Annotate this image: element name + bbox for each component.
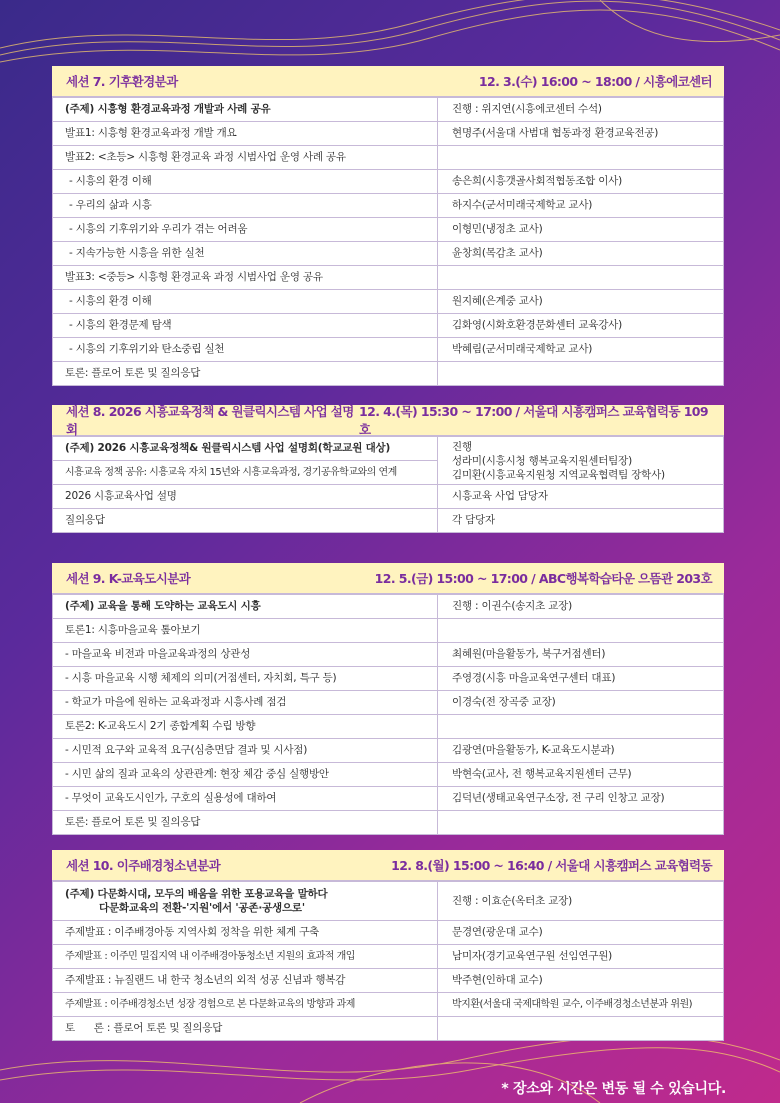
program-cell: - 마을교육 비전과 마을교육과정의 상관성 <box>53 643 438 667</box>
table-row <box>53 146 724 170</box>
session-time-place: 12. 5.(금) 15:00 ~ 17:00 / ABC행복학습타운 으뜸관 203호 <box>374 571 712 586</box>
table-row <box>53 509 724 533</box>
table-row <box>53 242 724 266</box>
session-7-table <box>52 66 724 386</box>
table-row <box>53 218 724 242</box>
topic-cell: (주제) 교육을 통해 도약하는 교육도시 시흥 <box>53 595 438 619</box>
presenter-cell <box>438 811 724 835</box>
presenter-cell <box>438 1017 724 1041</box>
table-row <box>53 338 724 362</box>
session-8-table <box>52 405 724 533</box>
presenter-cell: 시흥교육 사업 담당자 <box>438 485 724 509</box>
program-cell: - 시흥 마을교육 시행 체제의 의미(거점센터, 자치회, 특구 등) <box>53 667 438 691</box>
program-cell: 토 론 : 플로어 토론 및 질의응답 <box>53 1017 438 1041</box>
presenter-name: 김미환(시흥교육지원청 지역교육협력팀 장학사) <box>452 468 665 481</box>
session-10-table <box>52 850 724 1041</box>
table-row <box>53 98 724 122</box>
table-row <box>53 691 724 715</box>
program-cell: 발표3: <중등> 시흥형 환경교육 과정 시범사업 운영 공유 <box>53 266 438 290</box>
presenter-cell: 김덕년(생태교육연구소장, 전 구리 인창고 교장) <box>438 787 724 811</box>
program-cell: - 시민적 요구와 교육적 요구(심층면담 결과 및 시사점) <box>53 739 438 763</box>
presenter-cell: 박현숙(교사, 전 행복교육지원센터 근무) <box>438 763 724 787</box>
session-time-place: 12. 4.(목) 15:30 ~ 17:00 / 서울대 시흥캠퍼스 교육협력동 109호 <box>359 404 708 437</box>
program-cell: 시흥교육 정책 공유: 시흥교육 자치 15년와 시흥교육과정, 경기공유학교와의 연계 <box>53 461 438 485</box>
topic-line: (주제) 다문화시대, 모두의 배움을 위한 포용교육을 말하다 <box>65 888 328 900</box>
presenter-cell: 박지환(서울대 국제대학원 교수, 이주배경청소년분과 위원) <box>438 993 724 1017</box>
schedule-table <box>52 436 724 533</box>
presenter-cell: 이형민(냉정초 교사) <box>438 218 724 242</box>
session-8-header <box>52 405 724 436</box>
table-row <box>53 993 724 1017</box>
program-cell: - 시흥의 환경 이해 <box>53 290 438 314</box>
presenter-cell: 박혜림(군서미래국제학교 교사) <box>438 338 724 362</box>
program-cell: 토론: 플로어 토론 및 질의응답 <box>53 811 438 835</box>
session-title: 세션 8. 2026 시흥교육정책 & 원클릭시스템 사업 설명회 <box>66 404 354 437</box>
program-cell: - 시흥의 환경문제 탐색 <box>53 314 438 338</box>
table-row <box>53 619 724 643</box>
session-title: 세션 7. 기후환경분과 <box>66 74 178 89</box>
program-cell: 2026 시흥교육사업 설명 <box>53 485 438 509</box>
program-cell: 주제발표 : 이주민 밀집지역 내 이주배경아동청소년 지원의 효과적 개입 <box>53 945 438 969</box>
table-row <box>53 811 724 835</box>
program-cell: 토론1: 시흥마을교육 톺아보기 <box>53 619 438 643</box>
table-row <box>53 739 724 763</box>
session-time-place: 12. 3.(수) 16:00 ~ 18:00 / 시흥에코센터 <box>478 74 712 89</box>
program-cell: - 시흥의 기후위기와 탄소중립 실천 <box>53 338 438 362</box>
session-9-header <box>52 563 724 594</box>
table-row <box>53 715 724 739</box>
session-title: 세션 9. K-교육도시분과 <box>66 571 191 586</box>
presenter-cell <box>438 715 724 739</box>
table-row <box>53 170 724 194</box>
presenter-cell: 원지혜(은계중 교사) <box>438 290 724 314</box>
table-row <box>53 194 724 218</box>
presenter-cell: 김화영(시화호환경문화센터 교육강사) <box>438 314 724 338</box>
table-row <box>53 667 724 691</box>
table-row <box>53 945 724 969</box>
program-cell: 주제발표 : 뉴질랜드 내 한국 청소년의 외적 성공 신념과 행복감 <box>53 969 438 993</box>
program-cell: - 학교가 마을에 원하는 교육과정과 시흥사례 점검 <box>53 691 438 715</box>
program-cell: - 무엇이 교육도시인가, 구호의 실용성에 대하여 <box>53 787 438 811</box>
table-row <box>53 595 724 619</box>
table-row <box>53 362 724 386</box>
table-row <box>53 437 724 461</box>
program-cell: 발표2: <초등> 시흥형 환경교육 과정 시범사업 운영 사례 공유 <box>53 146 438 170</box>
program-cell: - 시흥의 기후위기와 우리가 겪는 어려움 <box>53 218 438 242</box>
presenter-cell: 하지수(군서미래국제학교 교사) <box>438 194 724 218</box>
schedule-table <box>52 881 724 1041</box>
table-row <box>53 882 724 921</box>
presenter-cell: 각 담당자 <box>438 509 724 533</box>
program-cell: 주제발표 : 이주배경아동 지역사회 정착을 위한 체계 구축 <box>53 921 438 945</box>
table-row <box>53 1017 724 1041</box>
table-row <box>53 763 724 787</box>
table-row <box>53 266 724 290</box>
program-cell: 토론2: K-교육도시 2기 종합계획 수립 방향 <box>53 715 438 739</box>
topic-cell: (주제) 2026 시흥교육정책& 원클릭시스템 사업 설명회(학교교원 대상) <box>53 437 438 461</box>
table-row <box>53 643 724 667</box>
topic-cell: (주제) 시흥형 환경교육과정 개발과 사례 공유 <box>53 98 438 122</box>
presenter-cell: 윤창희(목감초 교사) <box>438 242 724 266</box>
presenter-cell: 김광연(마을활동가, K-교육도시분과) <box>438 739 724 763</box>
session-time-place: 12. 8.(월) 15:00 ~ 16:40 / 서울대 시흥캠퍼스 교육협력동 <box>391 858 712 873</box>
presenter-cell: 최혜원(마을활동가, 북구거점센터) <box>438 643 724 667</box>
presenter-name: 성라미(시흥시청 행복교육지원센터팀장) <box>452 454 632 467</box>
presenter-cell <box>438 362 724 386</box>
table-row <box>53 122 724 146</box>
session-9-table <box>52 563 724 835</box>
schedule-table <box>52 97 724 386</box>
session-10-header <box>52 850 724 881</box>
moderator-cell <box>438 437 724 485</box>
table-row <box>53 921 724 945</box>
presenter-cell: 주영경(시흥 마을교육연구센터 대표) <box>438 667 724 691</box>
presenter-cell <box>438 146 724 170</box>
presenter-cell: 현명주(서울대 사범대 협동과정 환경교육전공) <box>438 122 724 146</box>
presenter-cell: 박주현(인하대 교수) <box>438 969 724 993</box>
program-cell: - 시민 삶의 질과 교육의 상관관계: 현장 체감 중심 실행방안 <box>53 763 438 787</box>
program-cell: 토론: 플로어 토론 및 질의응답 <box>53 362 438 386</box>
moderator-cell: 진행 : 이권수(송지초 교장) <box>438 595 724 619</box>
table-row <box>53 787 724 811</box>
session-7-header <box>52 66 724 97</box>
program-cell: - 우리의 삶과 시흥 <box>53 194 438 218</box>
table-row <box>53 290 724 314</box>
table-row <box>53 969 724 993</box>
table-row <box>53 314 724 338</box>
program-cell: 발표1: 시흥형 환경교육과정 개발 개요 <box>53 122 438 146</box>
moderator-label: 진행 <box>452 440 472 453</box>
presenter-cell <box>438 619 724 643</box>
topic-line: 다문화교육의 전환-'지원'에서 '공존·공생으로' <box>99 902 305 914</box>
presenter-cell: 남미자(경기교육연구원 선임연구원) <box>438 945 724 969</box>
presenter-cell: 이경숙(전 장곡중 교장) <box>438 691 724 715</box>
table-row <box>53 485 724 509</box>
schedule-table <box>52 594 724 835</box>
presenter-cell: 송은희(시흥갯골사회적협동조합 이사) <box>438 170 724 194</box>
program-cell: 주제발표 : 이주배경청소년 성장 경험으로 본 다문화교육의 방향과 과제 <box>53 993 438 1017</box>
presenter-cell <box>438 266 724 290</box>
footnote: * 장소와 시간은 변동 될 수 있습니다. <box>501 1081 726 1097</box>
topic-cell <box>53 882 438 921</box>
presenter-cell: 문경연(광운대 교수) <box>438 921 724 945</box>
program-cell: - 시흥의 환경 이해 <box>53 170 438 194</box>
moderator-cell: 진행 : 위지연(시흥에코센터 수석) <box>438 98 724 122</box>
moderator-cell: 진행 : 이효순(옥터초 교장) <box>438 882 724 921</box>
program-cell: 질의응답 <box>53 509 438 533</box>
session-title: 세션 10. 이주배경청소년분과 <box>66 858 221 873</box>
program-cell: - 지속가능한 시흥을 위한 실천 <box>53 242 438 266</box>
